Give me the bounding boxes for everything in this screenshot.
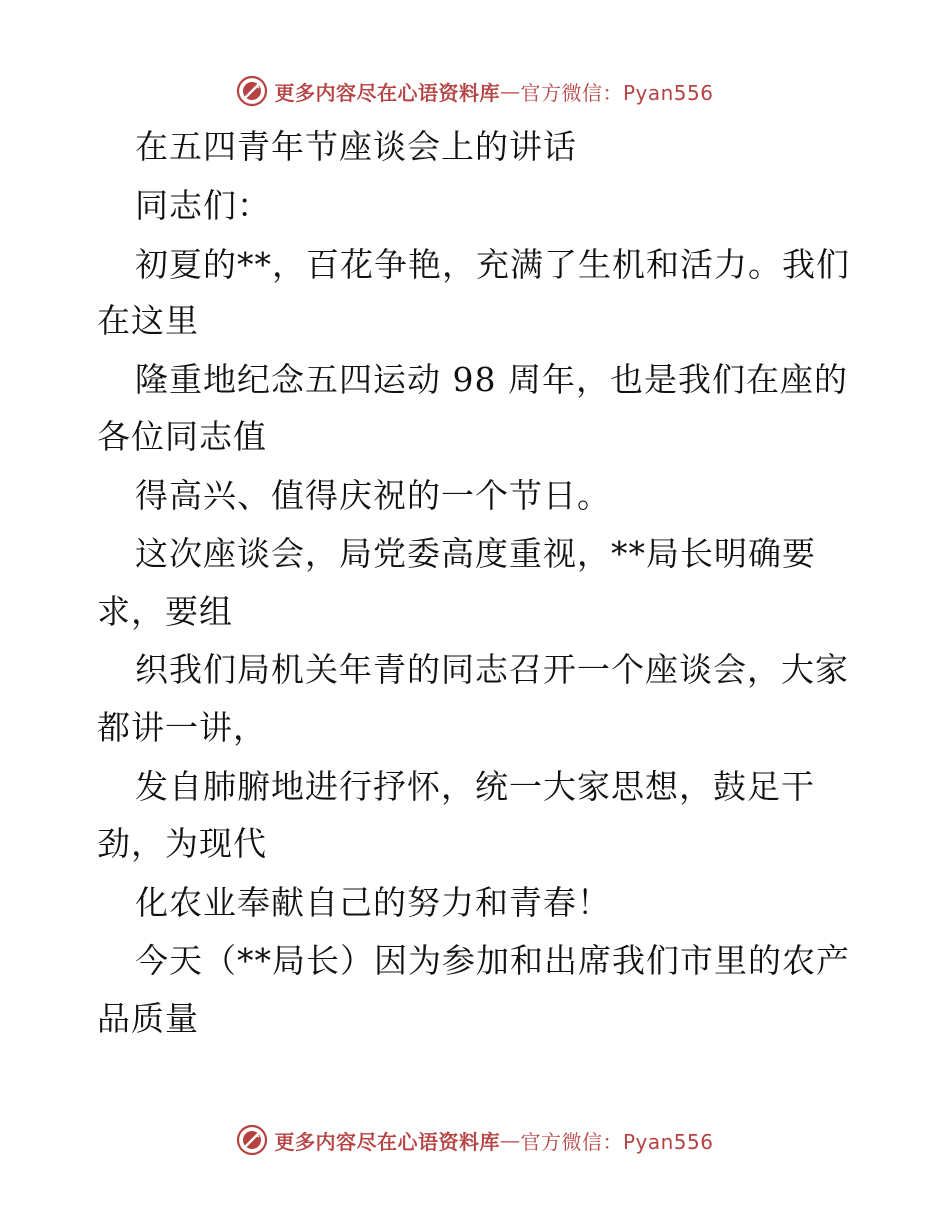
paragraph-line: 化农业奉献自己的努力和青春！ — [135, 883, 611, 922]
watermark-official: 官方微信：Pyan556 — [520, 1129, 714, 1154]
paragraph-line: 得高兴、值得庆祝的一个节日。 — [135, 476, 611, 515]
paragraph-line: 各位同志值 — [97, 417, 267, 456]
paragraph-line: 初夏的**，百花争艳，充满了生机和活力。我们 — [135, 245, 850, 284]
paragraph-line: 发自肺腑地进行抒怀，统一大家思想，鼓足干 — [135, 767, 815, 806]
watermark-header — [0, 73, 950, 109]
quill-logo-icon — [236, 1124, 268, 1156]
paragraph-line: 品质量 — [97, 999, 199, 1038]
watermark-brand: 更多内容尽在心语资料库 — [274, 80, 500, 105]
watermark-footer — [0, 1122, 950, 1158]
paragraph-line: 这次座谈会，局党委高度重视，**局长明确要 — [135, 534, 816, 573]
watermark-separator: — — [499, 79, 521, 103]
paragraph-line: 劲，为现代 — [97, 824, 267, 863]
paragraph-line: 在这里 — [97, 301, 199, 340]
paragraph-line: 隆重地纪念五四运动 98 周年，也是我们在座的 — [135, 360, 848, 399]
document-title: 在五四青年节座谈会上的讲话 — [135, 127, 577, 166]
paragraph-line: 织我们局机关年青的同志召开一个座谈会，大家 — [135, 650, 849, 689]
paragraph-line: 今天（**局长）因为参加和出席我们市里的农产 — [135, 941, 850, 980]
salutation: 同志们： — [135, 186, 271, 225]
paragraph-line: 求，要组 — [97, 592, 233, 631]
quill-logo-icon — [236, 75, 268, 107]
watermark-separator: — — [499, 1128, 521, 1152]
paragraph-line: 都讲一讲， — [97, 708, 267, 747]
watermark-brand: 更多内容尽在心语资料库 — [274, 1129, 500, 1154]
watermark-official: 官方微信：Pyan556 — [520, 80, 714, 105]
